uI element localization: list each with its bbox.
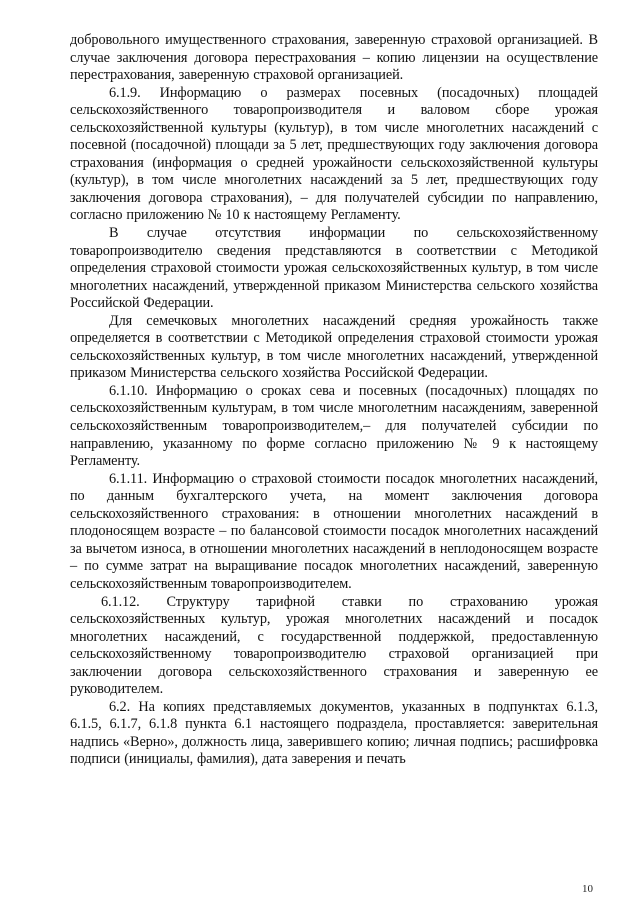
paragraph-continuation: добровольного имущественного страхования, заверенную страховой организацией. В случае заключения договора перестрахования – копию лицензии на осуществление перестрахования, заверенную страховой организацией.: [70, 32, 598, 84]
paragraph-no-information: В случае отсутствия информации по сельскохозяйственному товаропроизводителю сведения представляются в соответствии с Методикой определения страховой стоимости урожая сельскохозяйственных культур, в том числе многолетних насаждений, утвержденной приказом Министерства сельского хозяйства Российской Федерации.: [70, 225, 598, 312]
paragraph-6-1-12: 6.1.12. Структуру тарифной ставки по страхованию урожая сельскохозяйственных культур, урожая многолетних насаждений и посадок многолетних насаждений, с государственной поддержкой, предоставленную сельскохозяйственному товаропроизводителю страховой организацией при заключении договора сельскохозяйственного страхования и заверенную ее руководителем.: [70, 593, 598, 698]
paragraph-6-1-11: 6.1.11. Информацию о страховой стоимости посадок многолетних насаждений, по данным бухгалтерского учета, на момент заключения договора сельскохозяйственного страхования: в отношении многолетних насаждений в плодоносящем возрасте – по балансовой стоимости посадок многолетних насаждений за вычетом износа, в отношении многолетних насаждений в неплодоносящем возрасте – по сумме затрат на выращивание посадок многолетних насаждений, заверенную сельскохозяйственным товаропроизводителем.: [70, 470, 598, 592]
paragraph-pome-plantations: Для семечковых многолетних насаждений средняя урожайность также определяется в соответствии с Методикой определения страховой стоимости урожая сельскохозяйственных культур, в том числе многолетних насаждений, утвержденной приказом Министерства сельского хозяйства Российской Федерации.: [70, 312, 598, 382]
paragraph-6-2: 6.2. На копиях представляемых документов, указанных в подпунктах 6.1.3, 6.1.5, 6.1.7, 6.1.8 пункта 6.1 настоящего подраздела, проставляется: заверительная надпись «Верно», должность лица, заверившего копию; личная подпись; расшифровка подписи (инициалы, фамилия), дата заверения и печать: [70, 698, 598, 768]
paragraph-6-1-10: 6.1.10. Информацию о сроках сева и посевных (посадочных) площадях по сельскохозяйственным культурам, в том числе многолетним насаждениям, заверенной сельскохозяйственным товаропроизводителем,– для получателей субсидии по направлению, указанному по форме согласно приложению № 9 к настоящему Регламенту.: [70, 382, 598, 470]
paragraph-6-1-9: 6.1.9. Информацию о размерах посевных (посадочных) площадей сельскохозяйственного товаропроизводителя и валовом сборе урожая сельскохозяйственной культуры (культур), в том числе многолетних насаждений с посевной (посадочной) площади за 5 лет, предшествующих году заключения договора страхования (информация о средней урожайности сельскохозяйственной культуры (культур), в том числе многолетних насаждений за 5 лет, предшествующих году заключения договора страхования), – для получателей субсидии по направлению, согласно приложению № 10 к настоящему Регламенту.: [70, 84, 598, 224]
document-page: [70, 32, 598, 769]
page-number: 10: [582, 883, 593, 895]
